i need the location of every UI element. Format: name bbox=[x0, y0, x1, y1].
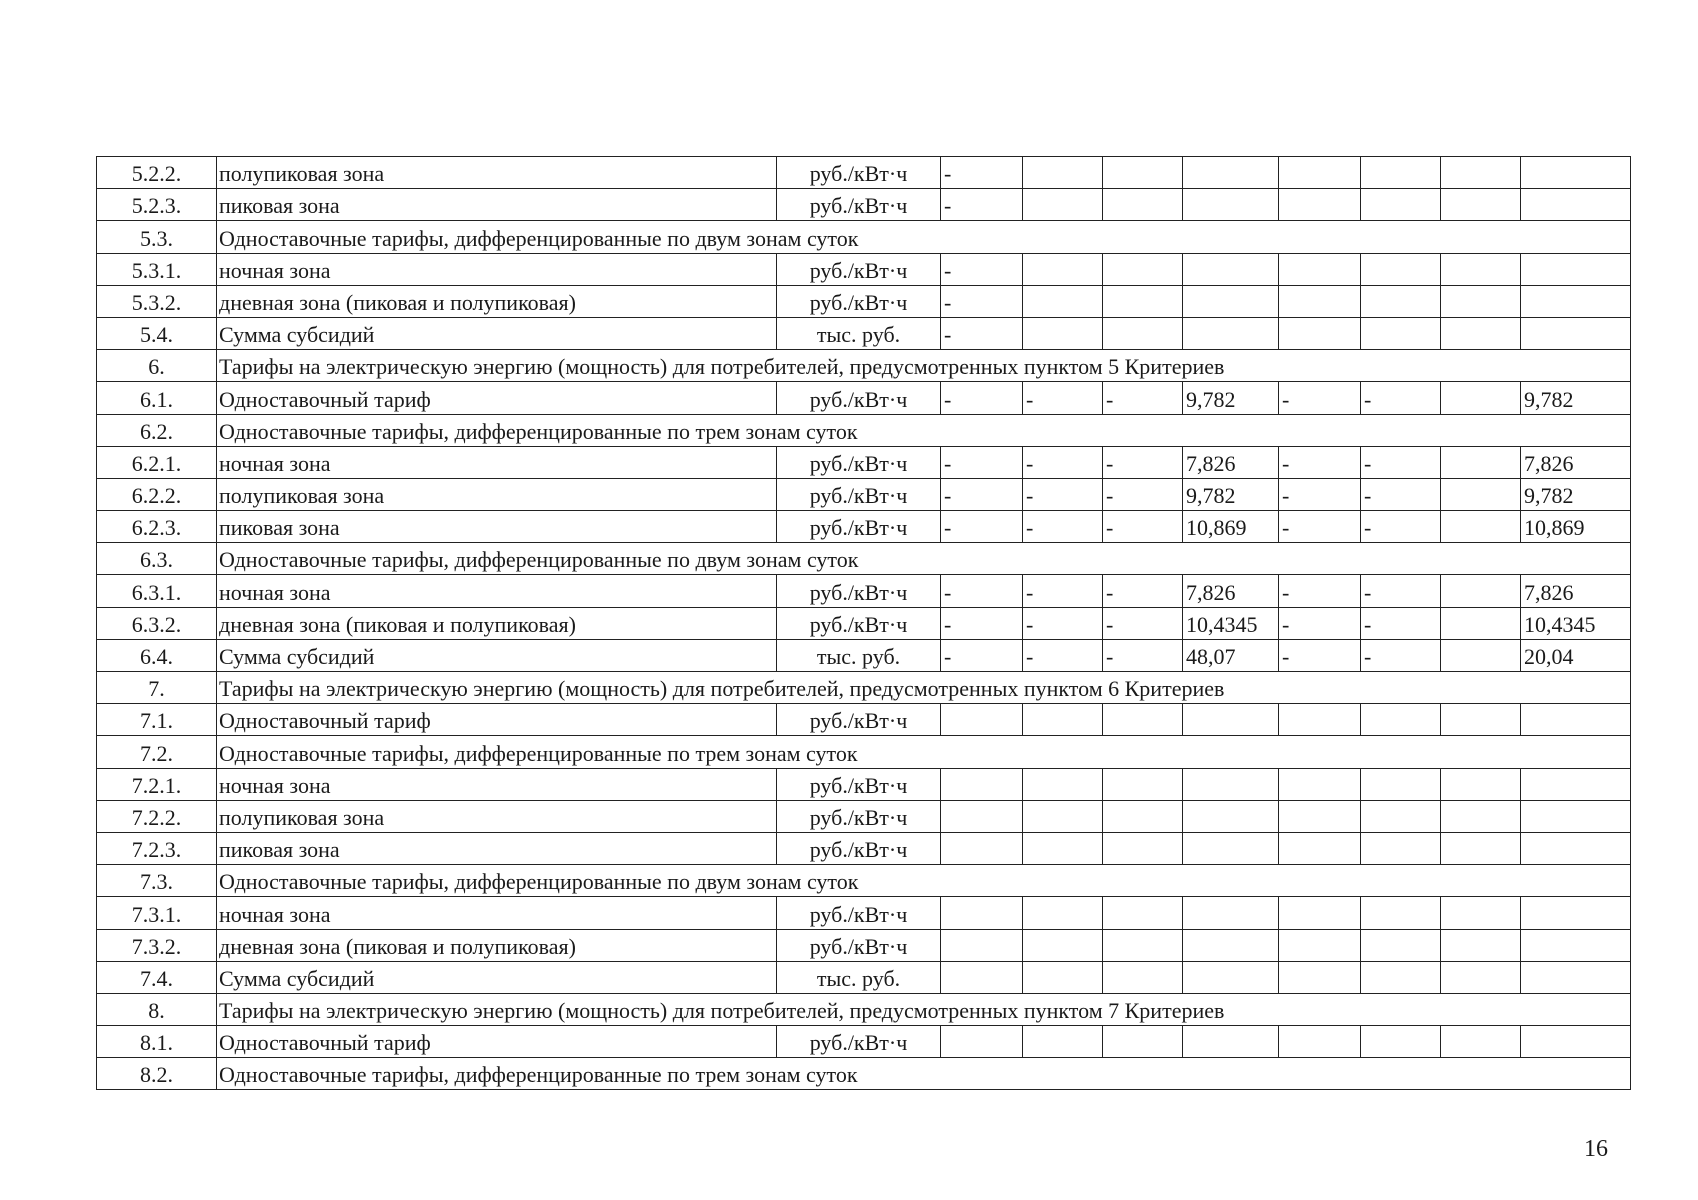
section-row bbox=[97, 672, 1631, 704]
value-cell: 10,869 bbox=[1183, 511, 1279, 543]
value-cell bbox=[1103, 897, 1183, 929]
value-cell: - bbox=[1361, 575, 1441, 607]
value-cell: - bbox=[1361, 511, 1441, 543]
value-cell: 7,826 bbox=[1521, 575, 1631, 607]
row-name: Одноставочный тариф bbox=[217, 382, 777, 414]
value-cell: - bbox=[1103, 382, 1183, 414]
value-cell: 9,782 bbox=[1183, 382, 1279, 414]
row-name: ночная зона bbox=[217, 253, 777, 285]
row-unit: руб./кВт·ч bbox=[777, 285, 941, 317]
row-unit: руб./кВт·ч bbox=[777, 478, 941, 510]
row-unit: руб./кВт·ч bbox=[777, 446, 941, 478]
row-number: 7.2.1. bbox=[97, 768, 217, 800]
value-cell: - bbox=[1023, 511, 1103, 543]
value-cell bbox=[1361, 929, 1441, 961]
table-row bbox=[97, 929, 1631, 961]
value-cell bbox=[1521, 189, 1631, 221]
section-title: Одноставочные тарифы, дифференцированные по двум зонам суток bbox=[217, 865, 1631, 897]
value-cell bbox=[1441, 929, 1521, 961]
value-cell: 20,04 bbox=[1521, 639, 1631, 671]
value-cell bbox=[941, 768, 1023, 800]
value-cell bbox=[1521, 897, 1631, 929]
value-cell bbox=[1023, 157, 1103, 189]
value-cell: 10,4345 bbox=[1183, 607, 1279, 639]
value-cell: 48,07 bbox=[1183, 639, 1279, 671]
value-cell bbox=[1361, 253, 1441, 285]
row-number: 8.2. bbox=[97, 1058, 217, 1090]
row-number: 7.3.2. bbox=[97, 929, 217, 961]
value-cell: 7,826 bbox=[1521, 446, 1631, 478]
row-number: 6.1. bbox=[97, 382, 217, 414]
value-cell bbox=[1441, 382, 1521, 414]
row-number: 5.2.3. bbox=[97, 189, 217, 221]
row-name: ночная зона bbox=[217, 446, 777, 478]
value-cell bbox=[1103, 157, 1183, 189]
row-name: ночная зона bbox=[217, 768, 777, 800]
row-unit: руб./кВт·ч bbox=[777, 1026, 941, 1058]
value-cell: 10,869 bbox=[1521, 511, 1631, 543]
value-cell: 9,782 bbox=[1521, 478, 1631, 510]
table-row bbox=[97, 832, 1631, 864]
value-cell bbox=[1441, 897, 1521, 929]
value-cell: 7,826 bbox=[1183, 446, 1279, 478]
row-number: 5.2.2. bbox=[97, 157, 217, 189]
value-cell bbox=[1023, 929, 1103, 961]
row-unit: руб./кВт·ч bbox=[777, 607, 941, 639]
row-number: 6.4. bbox=[97, 639, 217, 671]
value-cell bbox=[1279, 285, 1361, 317]
value-cell bbox=[1521, 317, 1631, 349]
value-cell: - bbox=[1361, 446, 1441, 478]
section-title: Тарифы на электрическую энергию (мощность) для потребителей, предусмотренных пунктом 6 Критериев bbox=[217, 672, 1631, 704]
table-row bbox=[97, 575, 1631, 607]
value-cell bbox=[1279, 961, 1361, 993]
value-cell: - bbox=[1103, 511, 1183, 543]
row-unit: руб./кВт·ч bbox=[777, 832, 941, 864]
section-row bbox=[97, 865, 1631, 897]
table-row bbox=[97, 511, 1631, 543]
value-cell: - bbox=[1103, 575, 1183, 607]
value-cell: - bbox=[941, 317, 1023, 349]
table-row bbox=[97, 446, 1631, 478]
row-number: 7. bbox=[97, 672, 217, 704]
table-row bbox=[97, 1026, 1631, 1058]
value-cell: - bbox=[941, 253, 1023, 285]
value-cell bbox=[1441, 285, 1521, 317]
value-cell bbox=[1521, 704, 1631, 736]
section-row bbox=[97, 993, 1631, 1025]
value-cell bbox=[1441, 189, 1521, 221]
section-row bbox=[97, 414, 1631, 446]
section-title: Тарифы на электрическую энергию (мощность) для потребителей, предусмотренных пунктом 7 Критериев bbox=[217, 993, 1631, 1025]
value-cell bbox=[1103, 317, 1183, 349]
value-cell bbox=[1441, 317, 1521, 349]
value-cell: - bbox=[941, 511, 1023, 543]
row-number: 5.3. bbox=[97, 221, 217, 253]
row-number: 7.3. bbox=[97, 865, 217, 897]
row-name: полупиковая зона bbox=[217, 157, 777, 189]
value-cell bbox=[1441, 639, 1521, 671]
value-cell bbox=[1521, 768, 1631, 800]
value-cell bbox=[1103, 1026, 1183, 1058]
value-cell bbox=[1361, 800, 1441, 832]
row-name: Одноставочный тариф bbox=[217, 704, 777, 736]
value-cell bbox=[1361, 285, 1441, 317]
section-title: Одноставочные тарифы, дифференцированные по двум зонам суток bbox=[217, 221, 1631, 253]
row-number: 5.4. bbox=[97, 317, 217, 349]
row-unit: руб./кВт·ч bbox=[777, 382, 941, 414]
table-row bbox=[97, 897, 1631, 929]
section-title: Одноставочные тарифы, дифференцированные по трем зонам суток bbox=[217, 736, 1631, 768]
value-cell bbox=[1279, 800, 1361, 832]
value-cell bbox=[1183, 897, 1279, 929]
row-unit: тыс. руб. bbox=[777, 639, 941, 671]
row-name: Сумма субсидий bbox=[217, 961, 777, 993]
value-cell bbox=[1103, 189, 1183, 221]
value-cell bbox=[1441, 253, 1521, 285]
value-cell bbox=[1441, 157, 1521, 189]
value-cell bbox=[941, 897, 1023, 929]
table-row bbox=[97, 253, 1631, 285]
value-cell bbox=[1023, 897, 1103, 929]
value-cell: - bbox=[1103, 446, 1183, 478]
value-cell: - bbox=[1023, 446, 1103, 478]
value-cell bbox=[1103, 961, 1183, 993]
value-cell bbox=[1361, 189, 1441, 221]
value-cell: - bbox=[1361, 478, 1441, 510]
row-unit: руб./кВт·ч bbox=[777, 157, 941, 189]
value-cell: - bbox=[1279, 511, 1361, 543]
section-title: Одноставочные тарифы, дифференцированные по двум зонам суток bbox=[217, 543, 1631, 575]
value-cell: - bbox=[941, 157, 1023, 189]
table-row bbox=[97, 478, 1631, 510]
row-number: 7.4. bbox=[97, 961, 217, 993]
value-cell bbox=[1023, 189, 1103, 221]
value-cell bbox=[1183, 285, 1279, 317]
table-row bbox=[97, 382, 1631, 414]
value-cell bbox=[1023, 800, 1103, 832]
value-cell bbox=[1023, 832, 1103, 864]
value-cell bbox=[1361, 832, 1441, 864]
value-cell bbox=[1521, 929, 1631, 961]
value-cell: - bbox=[1361, 639, 1441, 671]
section-title: Тарифы на электрическую энергию (мощность) для потребителей, предусмотренных пунктом 5 Критериев bbox=[217, 350, 1631, 382]
value-cell bbox=[1183, 189, 1279, 221]
table-row bbox=[97, 285, 1631, 317]
table-row bbox=[97, 961, 1631, 993]
row-number: 6.2.2. bbox=[97, 478, 217, 510]
row-number: 7.2. bbox=[97, 736, 217, 768]
row-name: дневная зона (пиковая и полупиковая) bbox=[217, 607, 777, 639]
table-row bbox=[97, 704, 1631, 736]
row-unit: руб./кВт·ч bbox=[777, 929, 941, 961]
table-row bbox=[97, 639, 1631, 671]
value-cell bbox=[1279, 929, 1361, 961]
value-cell bbox=[1361, 704, 1441, 736]
value-cell bbox=[1441, 478, 1521, 510]
value-cell: - bbox=[1279, 446, 1361, 478]
value-cell bbox=[1023, 285, 1103, 317]
row-name: ночная зона bbox=[217, 897, 777, 929]
row-name: Одноставочный тариф bbox=[217, 1026, 777, 1058]
value-cell bbox=[1103, 285, 1183, 317]
row-number: 6.3.1. bbox=[97, 575, 217, 607]
value-cell bbox=[1441, 800, 1521, 832]
value-cell: 7,826 bbox=[1183, 575, 1279, 607]
value-cell bbox=[1441, 768, 1521, 800]
row-number: 6.2. bbox=[97, 414, 217, 446]
value-cell: - bbox=[1279, 478, 1361, 510]
value-cell bbox=[1279, 317, 1361, 349]
value-cell: 10,4345 bbox=[1521, 607, 1631, 639]
value-cell: - bbox=[1023, 478, 1103, 510]
row-unit: руб./кВт·ч bbox=[777, 575, 941, 607]
value-cell bbox=[1441, 575, 1521, 607]
value-cell bbox=[1441, 704, 1521, 736]
value-cell: - bbox=[1361, 382, 1441, 414]
section-row bbox=[97, 350, 1631, 382]
row-unit: руб./кВт·ч bbox=[777, 897, 941, 929]
row-unit: тыс. руб. bbox=[777, 961, 941, 993]
value-cell bbox=[1361, 768, 1441, 800]
row-name: дневная зона (пиковая и полупиковая) bbox=[217, 929, 777, 961]
row-unit: руб./кВт·ч bbox=[777, 800, 941, 832]
value-cell bbox=[1183, 961, 1279, 993]
row-unit: руб./кВт·ч bbox=[777, 253, 941, 285]
value-cell bbox=[1103, 768, 1183, 800]
value-cell: - bbox=[941, 607, 1023, 639]
row-unit: руб./кВт·ч bbox=[777, 189, 941, 221]
value-cell bbox=[1103, 832, 1183, 864]
table-row bbox=[97, 768, 1631, 800]
row-name: Сумма субсидий bbox=[217, 317, 777, 349]
row-unit: руб./кВт·ч bbox=[777, 511, 941, 543]
table-row bbox=[97, 157, 1631, 189]
value-cell bbox=[1183, 317, 1279, 349]
value-cell bbox=[1521, 1026, 1631, 1058]
value-cell bbox=[1279, 897, 1361, 929]
value-cell: - bbox=[941, 189, 1023, 221]
row-number: 7.2.3. bbox=[97, 832, 217, 864]
value-cell: - bbox=[1279, 382, 1361, 414]
value-cell bbox=[1023, 961, 1103, 993]
value-cell bbox=[1441, 511, 1521, 543]
value-cell: - bbox=[1023, 575, 1103, 607]
value-cell: - bbox=[1279, 575, 1361, 607]
value-cell bbox=[941, 1026, 1023, 1058]
row-name: полупиковая зона bbox=[217, 800, 777, 832]
value-cell: - bbox=[1103, 639, 1183, 671]
value-cell: - bbox=[941, 639, 1023, 671]
section-row bbox=[97, 543, 1631, 575]
value-cell bbox=[1183, 1026, 1279, 1058]
value-cell bbox=[941, 961, 1023, 993]
value-cell bbox=[1441, 1026, 1521, 1058]
value-cell bbox=[1023, 253, 1103, 285]
table-row bbox=[97, 189, 1631, 221]
row-number: 5.3.1. bbox=[97, 253, 217, 285]
value-cell bbox=[1441, 607, 1521, 639]
value-cell: - bbox=[1103, 607, 1183, 639]
section-row bbox=[97, 736, 1631, 768]
value-cell bbox=[1279, 768, 1361, 800]
value-cell bbox=[1103, 929, 1183, 961]
value-cell bbox=[941, 929, 1023, 961]
row-name: полупиковая зона bbox=[217, 478, 777, 510]
value-cell bbox=[1103, 800, 1183, 832]
value-cell bbox=[1279, 832, 1361, 864]
page-number: 16 bbox=[1584, 1136, 1608, 1162]
value-cell: - bbox=[1361, 607, 1441, 639]
section-row bbox=[97, 221, 1631, 253]
value-cell: - bbox=[1023, 607, 1103, 639]
value-cell bbox=[1183, 704, 1279, 736]
section-title: Одноставочные тарифы, дифференцированные по трем зонам суток bbox=[217, 1058, 1631, 1090]
value-cell: - bbox=[1023, 639, 1103, 671]
value-cell bbox=[1521, 157, 1631, 189]
value-cell: - bbox=[1103, 478, 1183, 510]
value-cell bbox=[1183, 929, 1279, 961]
value-cell bbox=[1521, 961, 1631, 993]
value-cell bbox=[1361, 961, 1441, 993]
value-cell bbox=[1279, 189, 1361, 221]
value-cell: 9,782 bbox=[1521, 382, 1631, 414]
value-cell: - bbox=[941, 382, 1023, 414]
row-number: 6. bbox=[97, 350, 217, 382]
value-cell bbox=[1521, 285, 1631, 317]
row-name: пиковая зона bbox=[217, 189, 777, 221]
value-cell bbox=[1023, 1026, 1103, 1058]
row-unit: тыс. руб. bbox=[777, 317, 941, 349]
value-cell bbox=[1361, 897, 1441, 929]
value-cell bbox=[1441, 961, 1521, 993]
value-cell bbox=[1023, 768, 1103, 800]
value-cell bbox=[1441, 832, 1521, 864]
value-cell bbox=[1183, 157, 1279, 189]
row-name: ночная зона bbox=[217, 575, 777, 607]
value-cell: - bbox=[941, 446, 1023, 478]
value-cell: - bbox=[1279, 607, 1361, 639]
value-cell bbox=[1103, 704, 1183, 736]
value-cell: - bbox=[1279, 639, 1361, 671]
value-cell bbox=[941, 800, 1023, 832]
value-cell bbox=[1183, 800, 1279, 832]
tariff-table-body bbox=[97, 157, 1631, 1090]
value-cell bbox=[1279, 157, 1361, 189]
tariff-table bbox=[96, 156, 1631, 1090]
row-number: 8.1. bbox=[97, 1026, 217, 1058]
value-cell bbox=[1183, 832, 1279, 864]
value-cell: - bbox=[941, 575, 1023, 607]
row-name: пиковая зона bbox=[217, 832, 777, 864]
row-number: 7.1. bbox=[97, 704, 217, 736]
value-cell bbox=[1361, 1026, 1441, 1058]
row-number: 5.3.2. bbox=[97, 285, 217, 317]
row-number: 7.2.2. bbox=[97, 800, 217, 832]
row-number: 6.2.1. bbox=[97, 446, 217, 478]
value-cell bbox=[1441, 446, 1521, 478]
value-cell bbox=[1279, 704, 1361, 736]
row-number: 6.3.2. bbox=[97, 607, 217, 639]
row-number: 7.3.1. bbox=[97, 897, 217, 929]
section-row bbox=[97, 1058, 1631, 1090]
value-cell: - bbox=[941, 478, 1023, 510]
row-name: пиковая зона bbox=[217, 511, 777, 543]
table-row bbox=[97, 607, 1631, 639]
value-cell bbox=[1361, 157, 1441, 189]
value-cell bbox=[1279, 253, 1361, 285]
value-cell bbox=[1361, 317, 1441, 349]
value-cell bbox=[1279, 1026, 1361, 1058]
value-cell bbox=[1521, 800, 1631, 832]
table-row bbox=[97, 800, 1631, 832]
value-cell bbox=[941, 704, 1023, 736]
row-number: 6.2.3. bbox=[97, 511, 217, 543]
value-cell bbox=[1023, 317, 1103, 349]
value-cell bbox=[1183, 253, 1279, 285]
row-unit: руб./кВт·ч bbox=[777, 704, 941, 736]
row-name: Сумма субсидий bbox=[217, 639, 777, 671]
value-cell: - bbox=[1023, 382, 1103, 414]
row-name: дневная зона (пиковая и полупиковая) bbox=[217, 285, 777, 317]
value-cell bbox=[1023, 704, 1103, 736]
value-cell bbox=[1521, 253, 1631, 285]
section-title: Одноставочные тарифы, дифференцированные по трем зонам суток bbox=[217, 414, 1631, 446]
row-number: 8. bbox=[97, 993, 217, 1025]
value-cell bbox=[1183, 768, 1279, 800]
value-cell: - bbox=[941, 285, 1023, 317]
row-number: 6.3. bbox=[97, 543, 217, 575]
value-cell bbox=[1521, 832, 1631, 864]
value-cell: 9,782 bbox=[1183, 478, 1279, 510]
value-cell bbox=[1103, 253, 1183, 285]
table-row bbox=[97, 317, 1631, 349]
row-unit: руб./кВт·ч bbox=[777, 768, 941, 800]
value-cell bbox=[941, 832, 1023, 864]
